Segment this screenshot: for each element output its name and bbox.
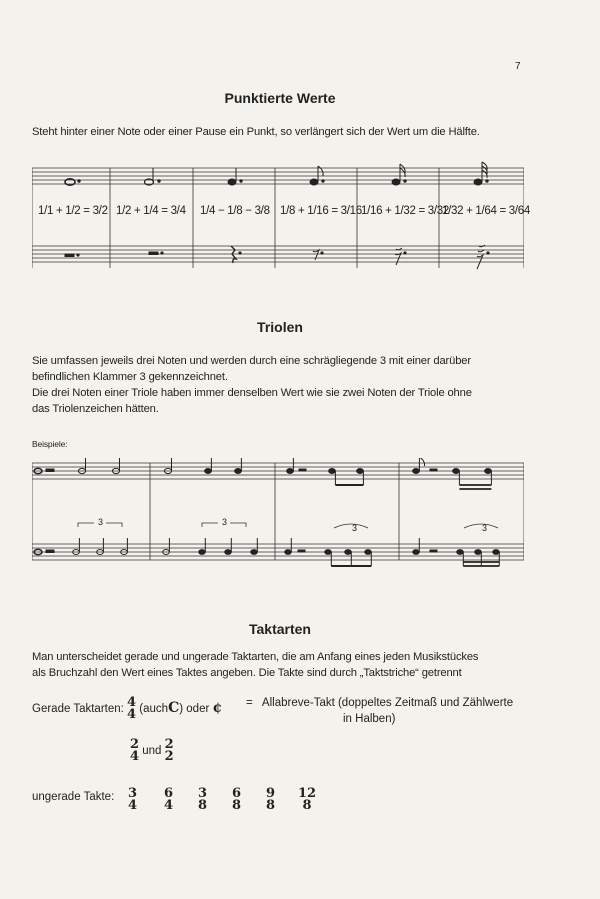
section-title-triolen: Triolen bbox=[257, 319, 303, 335]
time-sig-3-8: 3 8 bbox=[198, 786, 208, 813]
fraction-5: 1/16 + 1/32 = 3/32 bbox=[361, 205, 449, 217]
gerade-label: Gerade Taktarten: bbox=[32, 703, 124, 716]
fraction-6: 1/32 + 1/64 = 3/64 bbox=[442, 205, 530, 217]
fraction-2: 1/2 + 1/4 = 3/4 bbox=[116, 205, 186, 217]
time-sig-3-4: 3 4 bbox=[128, 786, 138, 813]
cut-time-symbol: ¢ bbox=[212, 700, 223, 717]
auch-text: (auch bbox=[139, 703, 169, 716]
triolen-line-3: Die drei Noten einer Triole haben immer denselben Wert wie sie zwei Noten der Triole ohne bbox=[32, 387, 472, 399]
triolen-line-4: das Triolenzeichen hätten. bbox=[32, 403, 159, 415]
fraction-row bbox=[32, 205, 530, 233]
triolen-line-2: befindlichen Klammer 3 gekennzeichnet. bbox=[32, 371, 228, 383]
example-label: Beispiele: bbox=[32, 439, 68, 449]
triplet-mark-3: 3 bbox=[352, 523, 358, 533]
time-sig-2-2: 2 2 bbox=[164, 737, 174, 764]
dotted-rests bbox=[65, 245, 489, 269]
page-number: 7 bbox=[515, 61, 521, 72]
time-sig-2-4: 2 4 bbox=[130, 737, 140, 764]
triplet-mark-1: 3 bbox=[98, 517, 104, 527]
odd-sigs-row bbox=[128, 788, 328, 816]
even-sigs-row bbox=[130, 739, 174, 763]
fraction-3: 1/4 − 1/8 − 3/8 bbox=[200, 205, 270, 217]
taktarten-line-1: Man unterscheidet gerade und ungerade Taktarten, die am Anfang eines jeden Musikstückes bbox=[32, 651, 479, 663]
punktierte-text: Steht hinter einer Note oder einer Pause ein Punkt, so verlängert sich der Wert um die Hälfte. bbox=[32, 126, 480, 138]
triolen-line-1: Sie umfassen jeweils drei Noten und werden durch eine schrägliegende 3 mit einer darüber bbox=[32, 355, 471, 367]
triplet-mark-4: 3 bbox=[482, 523, 488, 533]
auch-close: ) bbox=[179, 703, 184, 716]
gerade-row bbox=[32, 697, 222, 721]
allabreve-text: Allabreve-Takt (doppeltes Zeitmaß und Zählwerte bbox=[261, 697, 514, 709]
taktarten-line-2: als Bruchzahl den Wert eines Taktes angeben. Die Takte sind durch „Taktstriche“ getrennt bbox=[32, 667, 462, 679]
ungerade-label: ungerade Takte: bbox=[32, 791, 115, 803]
time-sig-12-8: 12 8 bbox=[298, 786, 317, 813]
und-text: und bbox=[142, 745, 162, 758]
time-sig-4-4: 4 4 bbox=[127, 695, 137, 722]
common-time-symbol: C bbox=[168, 700, 180, 717]
allabreve-text-2: in Halben) bbox=[343, 713, 396, 725]
triplet-brackets bbox=[78, 523, 498, 528]
equals-sign: = bbox=[246, 697, 253, 709]
triplet-mark-2: 3 bbox=[222, 517, 228, 527]
time-sig-6-8: 6 8 bbox=[232, 786, 242, 813]
fraction-1: 1/1 + 1/2 = 3/2 bbox=[38, 205, 108, 217]
time-sig-6-4: 6 4 bbox=[164, 786, 174, 813]
triplet-examples bbox=[32, 458, 524, 570]
oder-text: oder bbox=[186, 703, 210, 716]
fraction-4: 1/8 + 1/16 = 3/16 bbox=[280, 205, 362, 217]
section-title-punktierte: Punktierte Werte bbox=[224, 90, 336, 106]
time-sig-9-8: 9 8 bbox=[266, 786, 276, 813]
section-title-taktarten: Taktarten bbox=[249, 621, 311, 637]
dotted-notes bbox=[65, 162, 488, 185]
allabreve-row bbox=[246, 697, 513, 709]
